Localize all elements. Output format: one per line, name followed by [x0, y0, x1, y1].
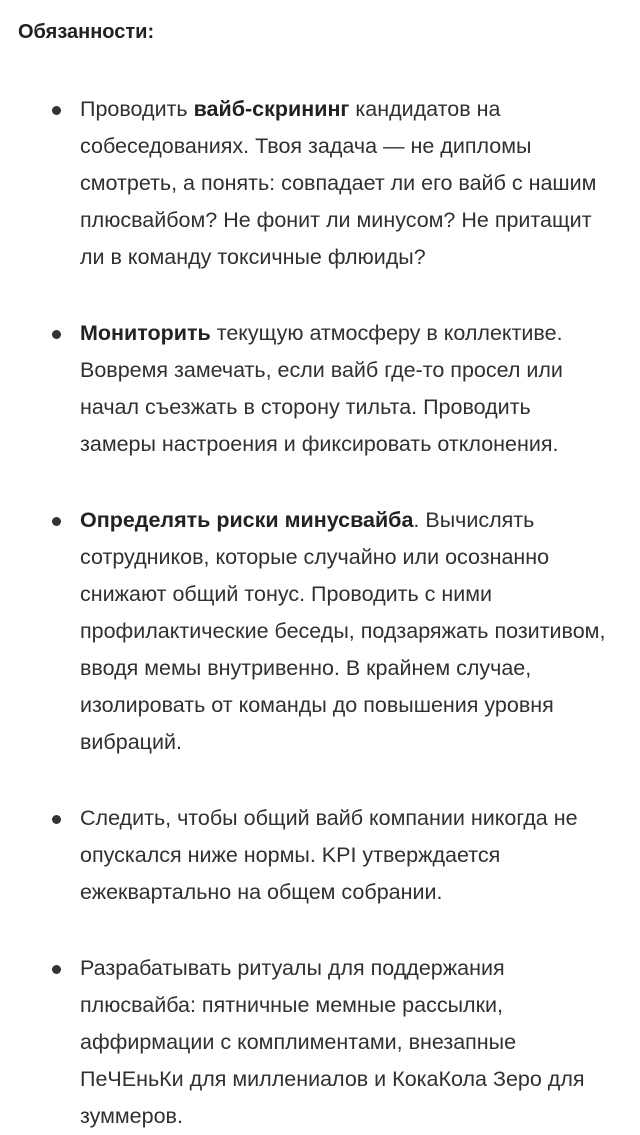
duty-text-start: Проводить [80, 97, 194, 121]
bullet-icon [52, 517, 61, 526]
bullet-icon [52, 965, 61, 974]
duty-bold-term: Определять риски минусвайба [80, 508, 414, 532]
list-item [0, 502, 640, 761]
duty-bold-term: вайб-скрининг [193, 97, 350, 121]
list-item [0, 950, 640, 1135]
duty-text-rest: текущую атмосферу в коллективе. Вовремя замечать, если вайб где-то просел или начал съезжать в сторону тильта. Проводить замеры настроения и фиксировать отклонения. [80, 321, 563, 456]
section-heading: Обязанности: [18, 21, 155, 43]
duty-text-rest: кандидатов на собеседованиях. Твоя задача — не дипломы смотреть, а понять: совпадает ли его вайб с нашим плюсвайбом? Не фонит ли минусом? Не притащит ли в команду токсичные флюиды? [80, 97, 597, 269]
duties-list [0, 91, 640, 1135]
duty-bold-term: Мониторить [80, 321, 211, 345]
bullet-icon [52, 815, 61, 824]
duty-text: Следить, чтобы общий вайб компании никогда не опускался ниже нормы. KPI утверждается ежеквартально на общем собрании. [80, 806, 578, 904]
list-item [0, 315, 640, 463]
bullet-icon [52, 106, 61, 115]
list-item [0, 800, 640, 911]
duty-text-rest: . Вычислять сотрудников, которые случайно или осознанно снижают общий тонус. Проводить с ними профилактические беседы, подзаряжать позитивом, вводя мемы внутривенно. В крайнем случае, изолировать от команды до повышения уровня вибраций. [80, 508, 606, 754]
list-item [0, 91, 640, 276]
duty-text: Разрабатывать ритуалы для поддержания плюсвайба: пятничные мемные рассылки, аффирмации с комплиментами, внезапные ПеЧЕньКи для миллениалов и КокаКола Зеро для зуммеров. [80, 956, 585, 1128]
bullet-icon [52, 330, 61, 339]
